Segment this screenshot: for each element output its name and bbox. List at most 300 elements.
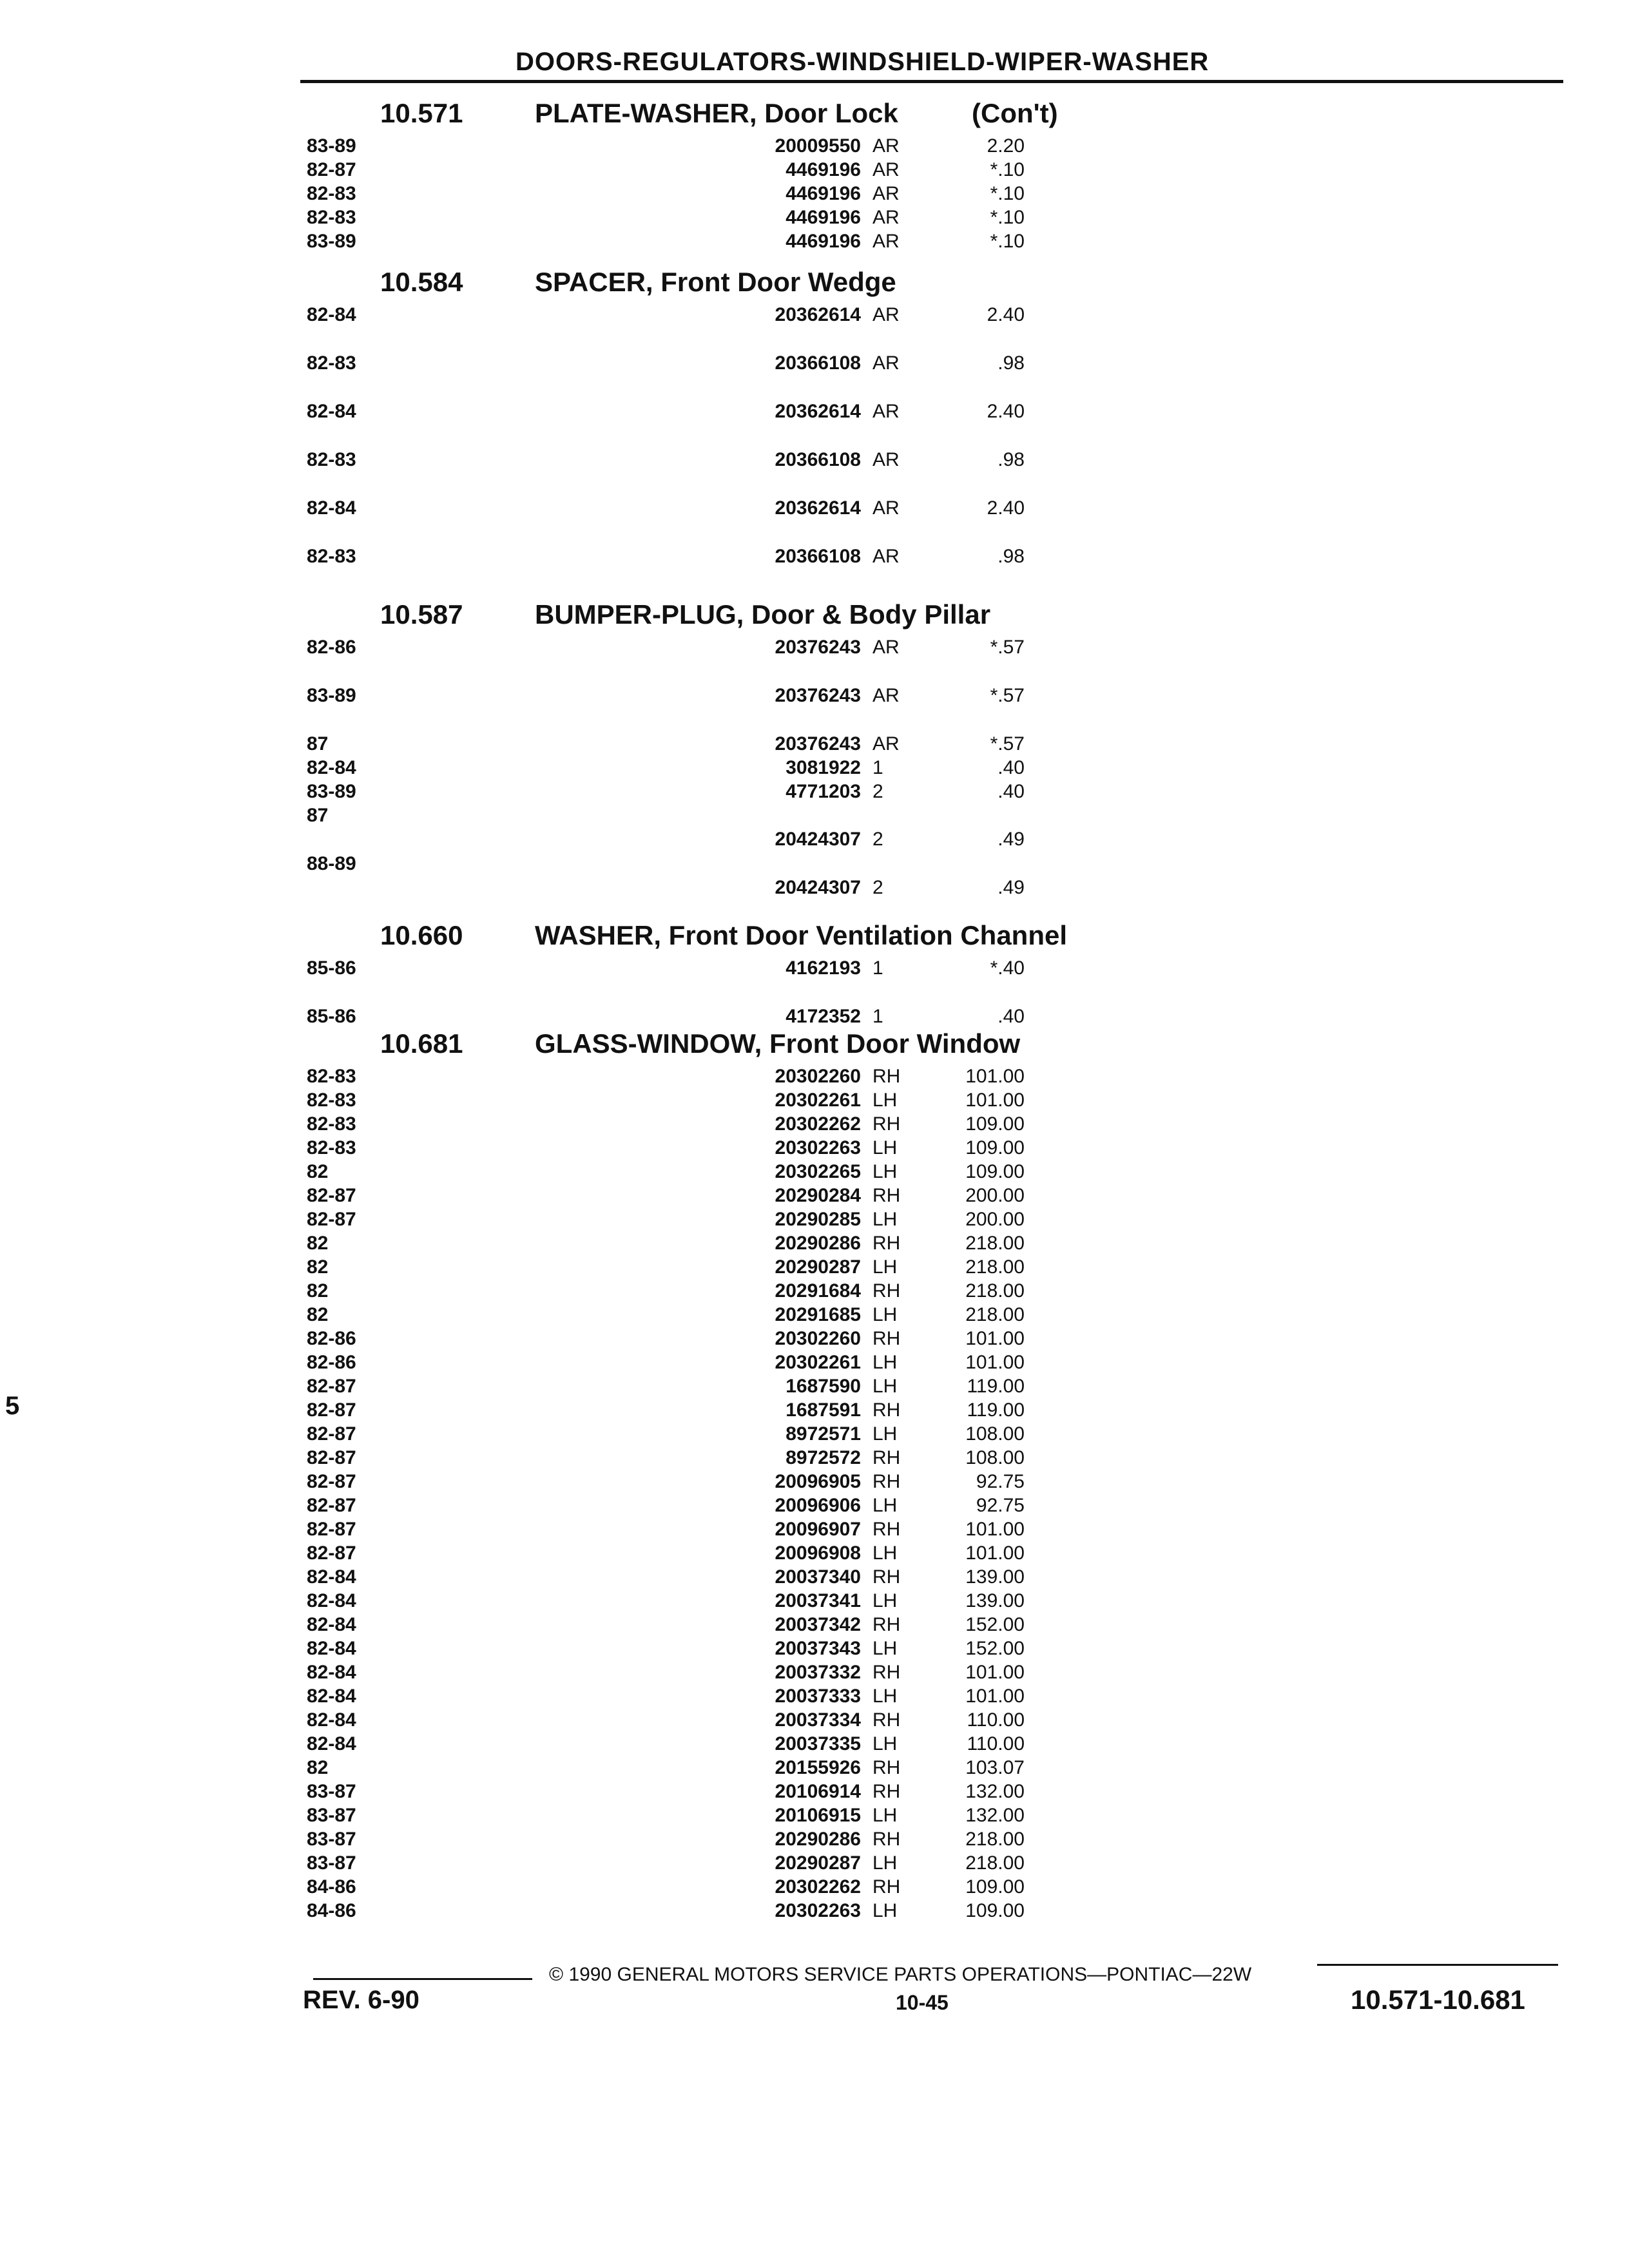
quantity: LH — [872, 1590, 898, 1611]
price: 92.75 — [976, 1471, 1025, 1492]
price: .49 — [998, 829, 1025, 850]
quantity: AR — [872, 685, 900, 706]
model-years: 82-84 — [307, 1709, 356, 1731]
price: 109.00 — [965, 1900, 1025, 1921]
quantity: AR — [872, 207, 900, 228]
part-number: 20155926 — [775, 1757, 861, 1778]
part-number: 4469196 — [786, 159, 861, 180]
part-number: 20376243 — [775, 637, 861, 658]
section-heading — [0, 94, 1629, 135]
quantity: LH — [872, 1733, 898, 1754]
table-row — [0, 352, 1629, 401]
price: 218.00 — [965, 1280, 1025, 1302]
price: .49 — [998, 877, 1025, 898]
quantity: RH — [872, 1829, 901, 1850]
model-years: 82 — [307, 1256, 329, 1278]
model-years: 82-83 — [307, 183, 356, 204]
table-row — [0, 1781, 1629, 1805]
table-row — [0, 1709, 1629, 1733]
section-number: 10.681 — [380, 1028, 463, 1059]
quantity: AR — [872, 231, 900, 252]
header-rule — [300, 80, 1563, 83]
price: 132.00 — [965, 1805, 1025, 1826]
table-row — [0, 1805, 1629, 1829]
part-number: 20037342 — [775, 1614, 861, 1635]
quantity: RH — [872, 1757, 901, 1778]
price: 108.00 — [965, 1447, 1025, 1468]
part-number: 20291685 — [775, 1304, 861, 1325]
part-number: 20302263 — [775, 1137, 861, 1158]
table-row — [0, 685, 1629, 733]
model-years: 82-84 — [307, 1686, 356, 1707]
quantity: LH — [872, 1090, 898, 1111]
quantity: RH — [872, 1328, 901, 1349]
part-number: 20424307 — [775, 877, 861, 898]
table-row — [0, 1280, 1629, 1304]
model-years: 82-83 — [307, 1113, 356, 1135]
model-years: 82-83 — [307, 352, 356, 374]
price: 103.07 — [965, 1757, 1025, 1778]
section-10-571 — [0, 94, 1629, 255]
model-years: 82-83 — [307, 546, 356, 567]
price: 218.00 — [965, 1233, 1025, 1254]
quantity: LH — [872, 1900, 898, 1921]
quantity: AR — [872, 352, 900, 374]
model-years: 88-89 — [307, 853, 356, 874]
page-header-title: DOORS-REGULATORS-WINDSHIELD-WIPER-WASHER — [516, 48, 1210, 76]
part-number: 20096906 — [775, 1495, 861, 1516]
price: 101.00 — [965, 1542, 1025, 1564]
table-row — [0, 183, 1629, 207]
table-row — [0, 207, 1629, 231]
model-years: 83-87 — [307, 1829, 356, 1850]
table-row — [0, 159, 1629, 183]
table-row — [0, 1352, 1629, 1376]
table-row — [0, 1757, 1629, 1781]
table-row — [0, 449, 1629, 497]
model-years: 82-87 — [307, 1185, 356, 1206]
price: .98 — [998, 449, 1025, 470]
part-number: 20302265 — [775, 1161, 861, 1182]
margin-mark: 5 — [5, 1392, 20, 1420]
model-years: 82-87 — [307, 1376, 356, 1397]
part-number: 20037341 — [775, 1590, 861, 1611]
part-number: 20290287 — [775, 1852, 861, 1874]
model-years: 83-89 — [307, 135, 356, 157]
price: *.10 — [990, 159, 1025, 180]
part-number: 20096907 — [775, 1519, 861, 1540]
table-row — [0, 853, 1629, 901]
table-row — [0, 1495, 1629, 1519]
model-years: 82-84 — [307, 401, 356, 422]
part-number: 20106915 — [775, 1805, 861, 1826]
table-row — [0, 1852, 1629, 1876]
model-years: 82-87 — [307, 1423, 356, 1445]
part-number: 20037334 — [775, 1709, 861, 1731]
table-row — [0, 957, 1629, 1006]
model-years: 85-86 — [307, 1006, 356, 1027]
part-number: 20366108 — [775, 546, 861, 567]
quantity: LH — [872, 1376, 898, 1397]
price: 2.40 — [987, 401, 1025, 422]
quantity: RH — [872, 1519, 901, 1540]
part-number: 4771203 — [786, 781, 861, 802]
part-number: 20366108 — [775, 352, 861, 374]
quantity: RH — [872, 1233, 901, 1254]
model-years: 87 — [307, 733, 329, 754]
part-number: 4172352 — [786, 1006, 861, 1027]
part-number: 20362614 — [775, 401, 861, 422]
price: 200.00 — [965, 1185, 1025, 1206]
quantity: AR — [872, 401, 900, 422]
quantity: LH — [872, 1161, 898, 1182]
price: 2.20 — [987, 135, 1025, 157]
quantity: AR — [872, 135, 900, 157]
table-row — [0, 1733, 1629, 1757]
quantity: AR — [872, 304, 900, 325]
part-number: 20290287 — [775, 1256, 861, 1278]
part-number: 20037332 — [775, 1662, 861, 1683]
part-number: 20037335 — [775, 1733, 861, 1754]
part-number: 20302261 — [775, 1090, 861, 1111]
price: 152.00 — [965, 1638, 1025, 1659]
footer-page-number: 10-45 — [896, 1991, 949, 2014]
model-years: 82 — [307, 1233, 329, 1254]
part-number: 1687591 — [786, 1399, 861, 1421]
part-number: 20290284 — [775, 1185, 861, 1206]
price: 200.00 — [965, 1209, 1025, 1230]
quantity: RH — [872, 1471, 901, 1492]
quantity: AR — [872, 733, 900, 754]
section-heading — [0, 595, 1629, 637]
model-years: 85-86 — [307, 957, 356, 979]
model-years: 82-83 — [307, 1137, 356, 1158]
model-years: 82-87 — [307, 1209, 356, 1230]
table-row — [0, 1090, 1629, 1113]
quantity: RH — [872, 1709, 901, 1731]
price: *.10 — [990, 183, 1025, 204]
table-row — [0, 637, 1629, 685]
quantity: LH — [872, 1852, 898, 1874]
section-number: 10.584 — [380, 267, 463, 297]
table-row — [0, 1185, 1629, 1209]
table-row — [0, 401, 1629, 449]
table-row — [0, 497, 1629, 546]
quantity: AR — [872, 159, 900, 180]
model-years: 82-87 — [307, 1471, 356, 1492]
part-number: 4469196 — [786, 231, 861, 252]
table-row — [0, 1590, 1629, 1614]
quantity: RH — [872, 1066, 901, 1087]
part-number: 20290285 — [775, 1209, 861, 1230]
quantity: RH — [872, 1113, 901, 1135]
price: 119.00 — [967, 1376, 1025, 1397]
price: 109.00 — [965, 1876, 1025, 1898]
model-years: 82-84 — [307, 497, 356, 519]
table-row — [0, 1423, 1629, 1447]
quantity: LH — [872, 1209, 898, 1230]
model-years: 82-84 — [307, 1662, 356, 1683]
quantity: LH — [872, 1805, 898, 1826]
model-years: 82-84 — [307, 1733, 356, 1754]
price: 101.00 — [965, 1066, 1025, 1087]
part-number: 20009550 — [775, 135, 861, 157]
price: 218.00 — [965, 1829, 1025, 1850]
section-10-681 — [0, 1024, 1629, 1924]
price: *.57 — [990, 637, 1025, 658]
price: *.10 — [990, 207, 1025, 228]
price: 101.00 — [965, 1328, 1025, 1349]
price: 132.00 — [965, 1781, 1025, 1802]
table-row — [0, 1304, 1629, 1328]
part-number: 20302263 — [775, 1900, 861, 1921]
part-number: 20291684 — [775, 1280, 861, 1302]
table-row — [0, 1137, 1629, 1161]
section-10-660 — [0, 916, 1629, 1030]
table-row — [0, 1209, 1629, 1233]
model-years: 82-86 — [307, 1352, 356, 1373]
part-number: 20290286 — [775, 1233, 861, 1254]
price: 152.00 — [965, 1614, 1025, 1635]
model-years: 83-89 — [307, 231, 356, 252]
quantity: RH — [872, 1447, 901, 1468]
section-heading — [0, 1024, 1629, 1066]
quantity: 1 — [872, 957, 883, 979]
price: 110.00 — [967, 1733, 1025, 1754]
table-row — [0, 1066, 1629, 1090]
model-years: 82 — [307, 1161, 329, 1182]
part-number: 20362614 — [775, 497, 861, 519]
model-years: 82-87 — [307, 1542, 356, 1564]
price: 101.00 — [965, 1090, 1025, 1111]
quantity: RH — [872, 1781, 901, 1802]
price: *.40 — [990, 957, 1025, 979]
quantity: AR — [872, 449, 900, 470]
price: 101.00 — [965, 1352, 1025, 1373]
part-number: 20362614 — [775, 304, 861, 325]
part-number: 20302262 — [775, 1876, 861, 1898]
quantity: 2 — [872, 781, 883, 802]
part-number: 8972571 — [786, 1423, 861, 1445]
price: .40 — [998, 757, 1025, 778]
price: 101.00 — [965, 1519, 1025, 1540]
table-row — [0, 1829, 1629, 1852]
price: 109.00 — [965, 1161, 1025, 1182]
model-years: 82-83 — [307, 1066, 356, 1087]
model-years: 82-83 — [307, 207, 356, 228]
quantity: RH — [872, 1662, 901, 1683]
quantity: LH — [872, 1542, 898, 1564]
section-10-587 — [0, 595, 1629, 901]
quantity: 2 — [872, 829, 883, 850]
quantity: RH — [872, 1399, 901, 1421]
part-number: 3081922 — [786, 757, 861, 778]
table-row — [0, 781, 1629, 805]
model-years: 82-87 — [307, 1495, 356, 1516]
part-number: 20302260 — [775, 1066, 861, 1087]
part-number: 20376243 — [775, 733, 861, 754]
section-continued: (Con't) — [972, 98, 1058, 128]
part-number: 20302260 — [775, 1328, 861, 1349]
price: *.57 — [990, 685, 1025, 706]
quantity: RH — [872, 1280, 901, 1302]
footer-range: 10.571-10.681 — [1351, 1984, 1525, 2015]
table-row — [0, 135, 1629, 159]
price: 108.00 — [965, 1423, 1025, 1445]
section-title: PLATE-WASHER, Door Lock — [535, 98, 898, 128]
table-row — [0, 1233, 1629, 1256]
model-years: 82-86 — [307, 637, 356, 658]
price: .40 — [998, 1006, 1025, 1027]
section-title: WASHER, Front Door Ventilation Channel — [535, 920, 1068, 950]
model-years: 82-87 — [307, 1519, 356, 1540]
model-years: 82 — [307, 1757, 329, 1778]
model-years: 84-86 — [307, 1900, 356, 1921]
part-number: 4469196 — [786, 207, 861, 228]
model-years: 82-84 — [307, 1614, 356, 1635]
quantity: RH — [872, 1876, 901, 1898]
quantity: LH — [872, 1686, 898, 1707]
section-title: BUMPER-PLUG, Door & Body Pillar — [535, 599, 991, 629]
table-row — [0, 1161, 1629, 1185]
quantity: LH — [872, 1256, 898, 1278]
table-row — [0, 1638, 1629, 1662]
table-row — [0, 546, 1629, 594]
part-number: 20096908 — [775, 1542, 861, 1564]
part-number: 20366108 — [775, 449, 861, 470]
part-number: 20376243 — [775, 685, 861, 706]
section-10-584 — [0, 263, 1629, 594]
price: *.10 — [990, 231, 1025, 252]
table-row — [0, 1399, 1629, 1423]
table-row — [0, 733, 1629, 757]
footer-rule-left — [313, 1978, 532, 1980]
model-years: 82-87 — [307, 159, 356, 180]
price: 218.00 — [965, 1852, 1025, 1874]
price: 139.00 — [965, 1566, 1025, 1588]
model-years: 82-86 — [307, 1328, 356, 1349]
table-row — [0, 1471, 1629, 1495]
model-years: 82-83 — [307, 1090, 356, 1111]
quantity: AR — [872, 497, 900, 519]
part-number: 20037343 — [775, 1638, 861, 1659]
table-row — [0, 1662, 1629, 1686]
model-years: 82-84 — [307, 1638, 356, 1659]
price: 109.00 — [965, 1113, 1025, 1135]
part-number: 20096905 — [775, 1471, 861, 1492]
model-years: 82-87 — [307, 1399, 356, 1421]
price: 218.00 — [965, 1304, 1025, 1325]
part-number: 20302262 — [775, 1113, 861, 1135]
quantity: 1 — [872, 1006, 883, 1027]
part-number: 4162193 — [786, 957, 861, 979]
quantity: RH — [872, 1566, 901, 1588]
model-years: 82-84 — [307, 1566, 356, 1588]
price: .40 — [998, 781, 1025, 802]
price: 101.00 — [965, 1662, 1025, 1683]
table-row — [0, 1876, 1629, 1900]
table-row — [0, 1900, 1629, 1924]
price: 218.00 — [965, 1256, 1025, 1278]
table-row — [0, 805, 1629, 853]
part-number: 1687590 — [786, 1376, 861, 1397]
footer-revision: REV. 6-90 — [303, 1986, 419, 2014]
quantity: RH — [872, 1185, 901, 1206]
model-years: 83-89 — [307, 685, 356, 706]
table-row — [0, 1686, 1629, 1709]
model-years: 83-87 — [307, 1781, 356, 1802]
model-years: 83-87 — [307, 1852, 356, 1874]
table-row — [0, 1519, 1629, 1542]
part-number: 8972572 — [786, 1447, 861, 1468]
table-row — [0, 757, 1629, 781]
quantity: AR — [872, 637, 900, 658]
model-years: 82-84 — [307, 757, 356, 778]
part-number: 20302261 — [775, 1352, 861, 1373]
price: 119.00 — [967, 1399, 1025, 1421]
table-row — [0, 304, 1629, 352]
table-row — [0, 1328, 1629, 1352]
model-years: 82 — [307, 1304, 329, 1325]
price: 92.75 — [976, 1495, 1025, 1516]
section-heading — [0, 916, 1629, 957]
quantity: 1 — [872, 757, 883, 778]
table-row — [0, 1376, 1629, 1399]
table-row — [0, 231, 1629, 255]
price: 101.00 — [965, 1686, 1025, 1707]
quantity: LH — [872, 1638, 898, 1659]
price: 110.00 — [967, 1709, 1025, 1731]
part-number: 4469196 — [786, 183, 861, 204]
table-row — [0, 1614, 1629, 1638]
quantity: LH — [872, 1495, 898, 1516]
footer-copyright: © 1990 GENERAL MOTORS SERVICE PARTS OPERATIONS—PONTIAC—22W — [549, 1964, 1252, 1985]
price: 139.00 — [965, 1590, 1025, 1611]
quantity: 2 — [872, 877, 883, 898]
table-row — [0, 1447, 1629, 1471]
price: 2.40 — [987, 497, 1025, 519]
price: *.57 — [990, 733, 1025, 754]
model-years: 82-84 — [307, 1590, 356, 1611]
model-years: 82-87 — [307, 1447, 356, 1468]
table-row — [0, 1566, 1629, 1590]
model-years: 83-87 — [307, 1805, 356, 1826]
quantity: RH — [872, 1614, 901, 1635]
model-years: 87 — [307, 805, 329, 826]
part-number: 20106914 — [775, 1781, 861, 1802]
price: 109.00 — [965, 1137, 1025, 1158]
quantity: LH — [872, 1137, 898, 1158]
model-years: 84-86 — [307, 1876, 356, 1898]
part-number: 20037340 — [775, 1566, 861, 1588]
table-row — [0, 1113, 1629, 1137]
section-number: 10.587 — [380, 599, 463, 629]
part-number: 20424307 — [775, 829, 861, 850]
table-row — [0, 1256, 1629, 1280]
section-title: GLASS-WINDOW, Front Door Window — [535, 1028, 1021, 1059]
section-number: 10.571 — [380, 98, 463, 128]
part-number: 20037333 — [775, 1686, 861, 1707]
footer-rule-right — [1317, 1964, 1558, 1966]
quantity: LH — [872, 1423, 898, 1445]
quantity: LH — [872, 1304, 898, 1325]
section-number: 10.660 — [380, 920, 463, 950]
model-years: 83-89 — [307, 781, 356, 802]
model-years: 82-83 — [307, 449, 356, 470]
price: .98 — [998, 352, 1025, 374]
part-number: 20290286 — [775, 1829, 861, 1850]
quantity: AR — [872, 183, 900, 204]
